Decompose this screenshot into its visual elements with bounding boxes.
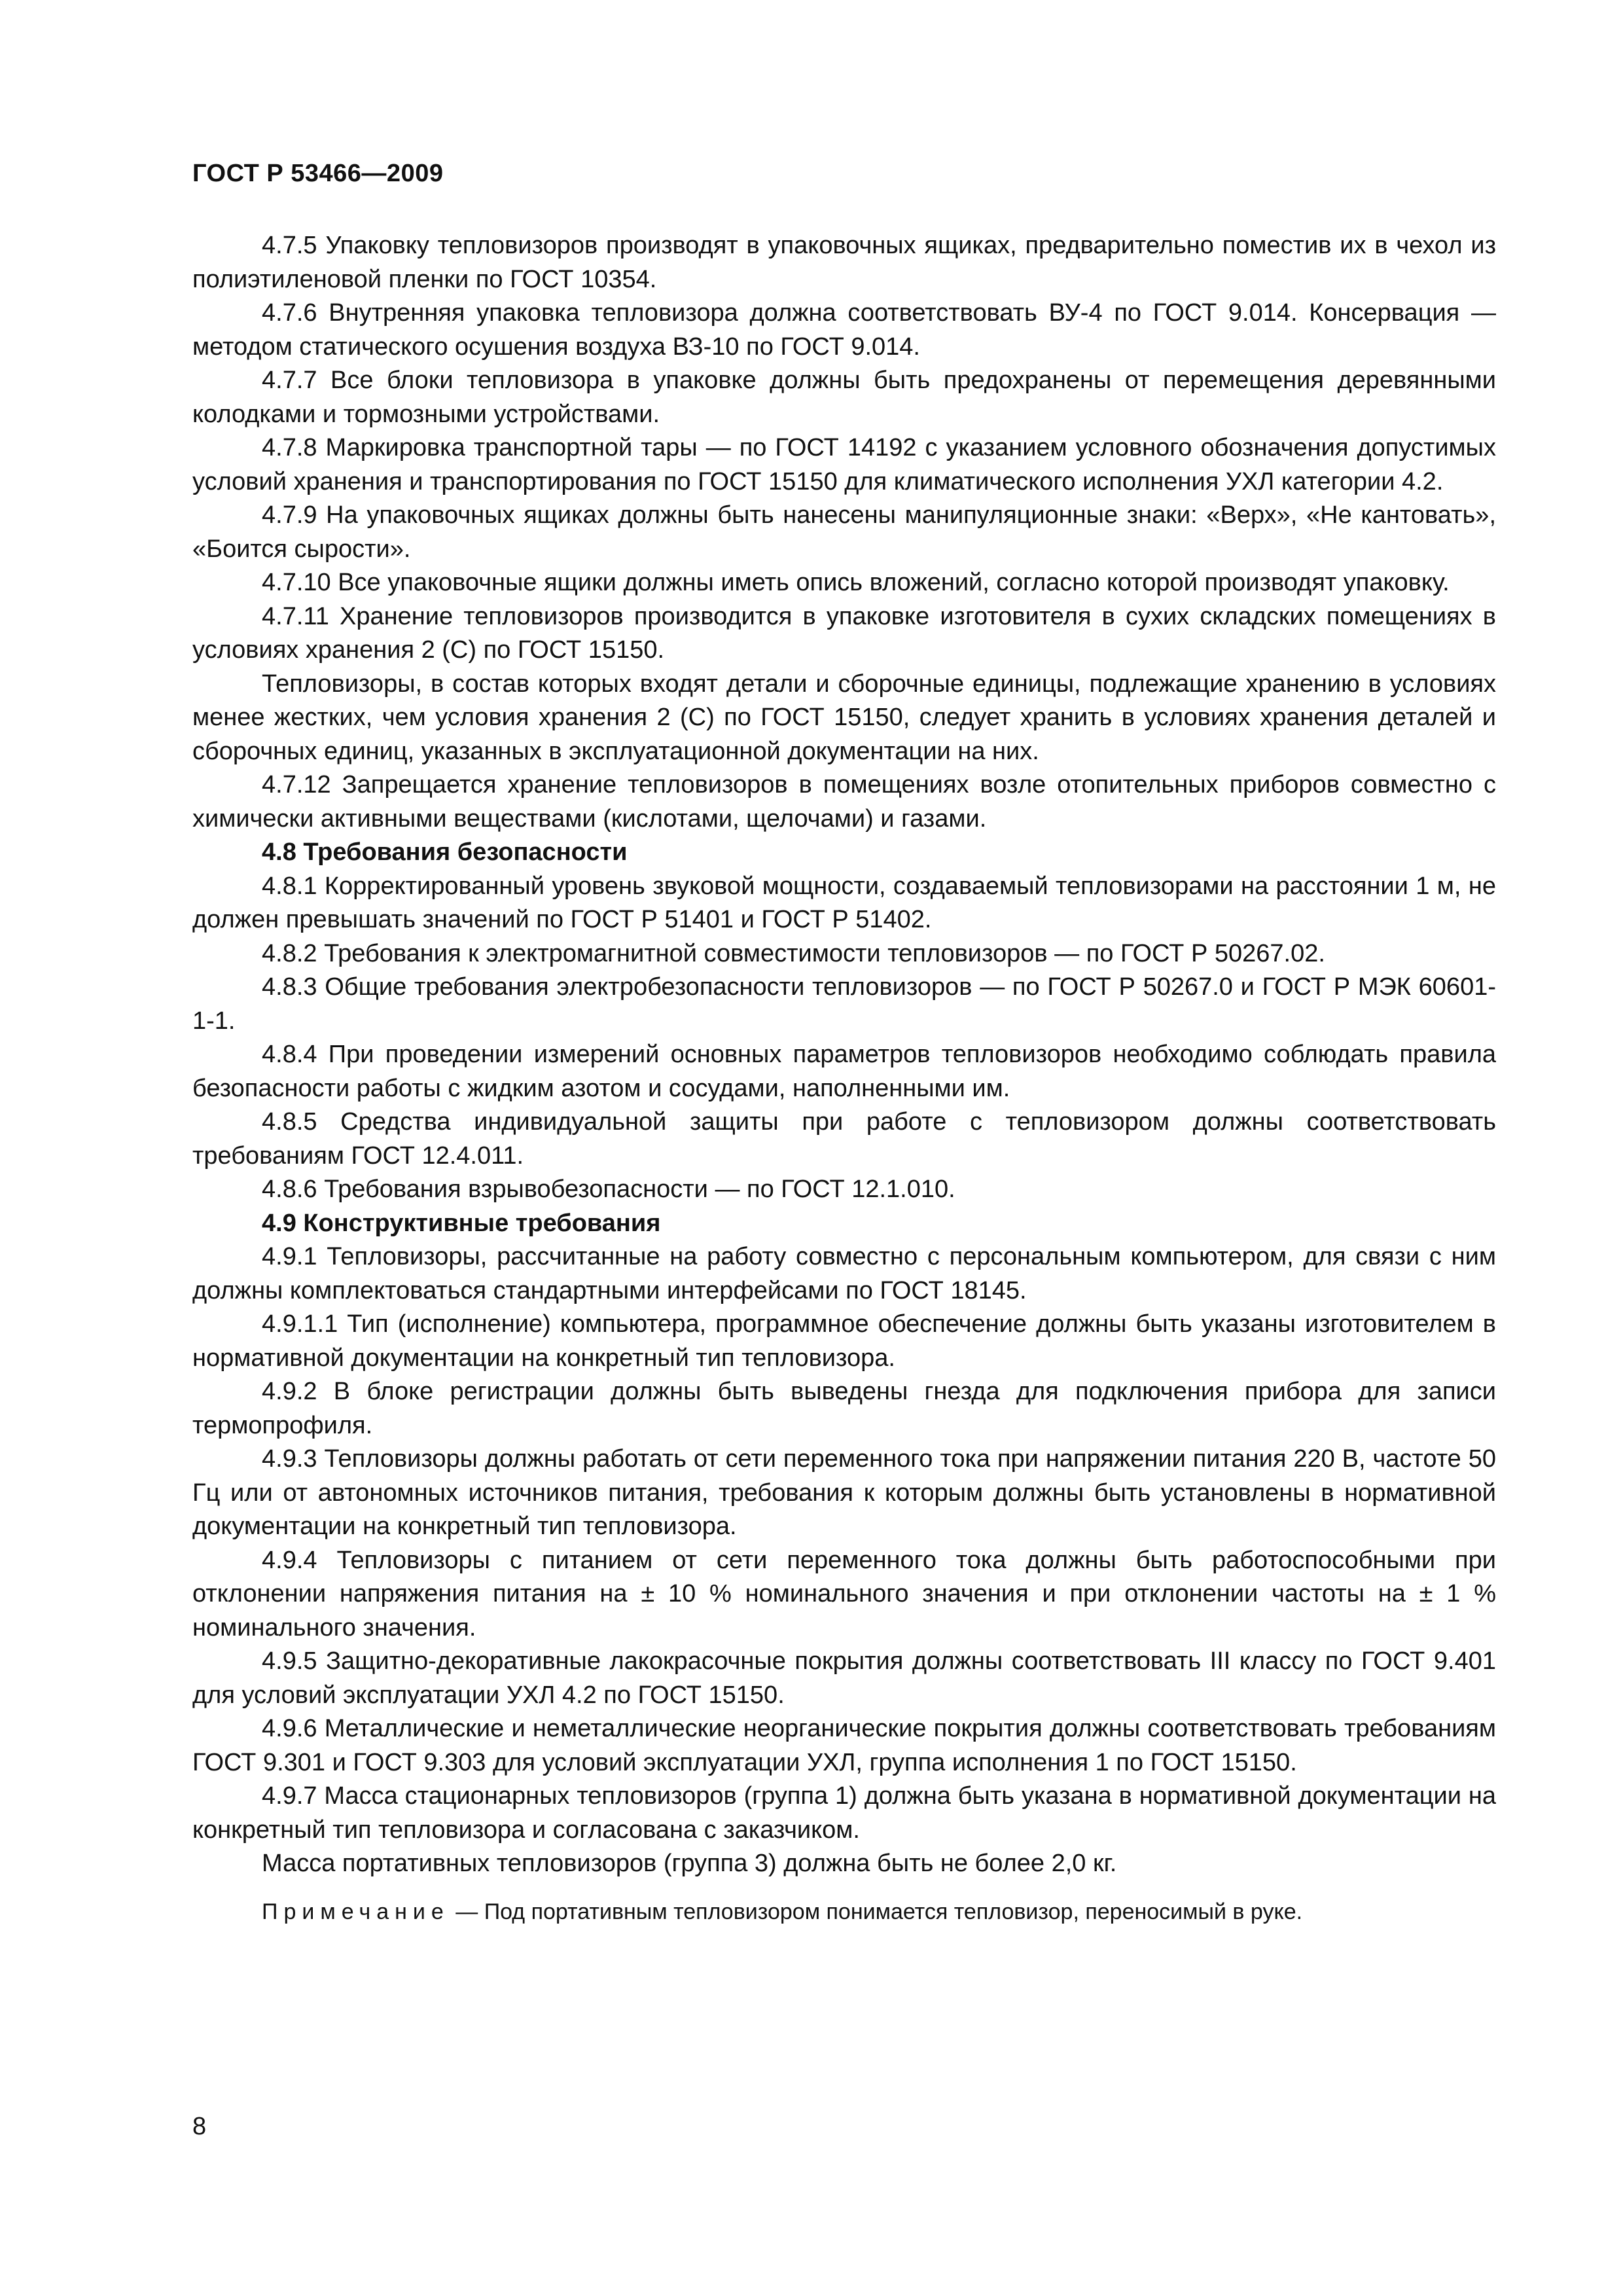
- paragraph-4-7-9: 4.7.9 На упаковочных ящиках должны быть нанесены манипуляционные знаки: «Верх», «Не кантовать», «Боится сырости».: [192, 501, 1496, 563]
- paragraph-4-9-6: 4.9.6 Металлические и неметаллические неорганические покрытия должны соответствовать требованиям ГОСТ 9.301 и ГОСТ 9.303 для условий эксплуатации УХЛ, группа исполнения 1 по ГОСТ 15150.: [192, 1715, 1496, 1776]
- paragraph-4-7-7: 4.7.7 Все блоки тепловизора в упаковке должны быть предохранены от перемещения деревянными колодками и тормозными устройствами.: [192, 367, 1496, 428]
- paragraph-4-9-4: 4.9.4 Тепловизоры с питанием от сети переменного тока должны быть работоспособными при отклонении напряжения питания на ± 10 % номинального значения и при отклонении частоты на ± 1 % номинального значения.: [192, 1546, 1496, 1641]
- section-heading-4-9: 4.9 Конструктивные требования: [262, 1209, 661, 1237]
- paragraph-4-7-8: 4.7.8 Маркировка транспортной тары — по ГОСТ 14192 с указанием условного обозначения допустимых условий хранения и транспортирования по ГОСТ 15150 для климатического исполнения УХЛ категории 4.2.: [192, 434, 1496, 495]
- paragraph-4-8-5: 4.8.5 Средства индивидуальной защиты при работе с тепловизором должны соответствовать требованиям ГОСТ 12.4.011.: [192, 1108, 1496, 1170]
- page-number: 8: [192, 2113, 207, 2140]
- paragraph-4-9-7: 4.9.7 Масса стационарных тепловизоров (группа 1) должна быть указана в нормативной документации на конкретный тип тепловизора и согласована с заказчиком.: [192, 1782, 1496, 1844]
- paragraph-4-9-2: 4.9.2 В блоке регистрации должны быть выведены гнезда для подключения прибора для записи термопрофиля.: [192, 1378, 1496, 1439]
- paragraph-4-7-11: 4.7.11 Хранение тепловизоров производится в упаковке изготовителя в сухих складских помещениях в условиях хранения 2 (С) по ГОСТ 15150.: [192, 602, 1496, 664]
- paragraph-4-7-10: 4.7.10 Все упаковочные ящики должны иметь опись вложений, согласно которой производят упаковку.: [262, 569, 1450, 596]
- paragraph-4-8-4: 4.8.4 При проведении измерений основных параметров тепловизоров необходимо соблюдать правила безопасности работы с жидким азотом и сосудами, наполненными им.: [192, 1041, 1496, 1102]
- note: [192, 1895, 1496, 1929]
- paragraph-4-9-1-1: 4.9.1.1 Тип (исполнение) компьютера, программное обеспечение должны быть указаны изготовителем в нормативной документации на конкретный тип тепловизора.: [192, 1310, 1496, 1372]
- paragraph-4-9-3: 4.9.3 Тепловизоры должны работать от сети переменного тока при напряжении питания 220 В, частоте 50 Гц или от автономных источников питания, требования к которым должны быть установлены в нормативной документации на конкретный тип тепловизора.: [192, 1445, 1496, 1540]
- paragraph-4-9-5: 4.9.5 Защитно-декоративные лакокрасочные покрытия должны соответствовать III классу по ГОСТ 9.401 для условий эксплуатации УХЛ 4.2 по ГОСТ 15150.: [192, 1647, 1496, 1709]
- document-header: ГОСТ Р 53466—2009: [192, 160, 444, 187]
- paragraph-4-7-5: 4.7.5 Упаковку тепловизоров производят в упаковочных ящиках, предварительно поместив их в чехол из полиэтиленовой пленки по ГОСТ 10354.: [192, 232, 1496, 293]
- document-body: [192, 229, 1496, 1929]
- section-heading-4-8: 4.8 Требования безопасности: [262, 838, 628, 866]
- paragraph-4-9-7-mass: Масса портативных тепловизоров (группа 3) должна быть не более 2,0 кг.: [262, 1850, 1117, 1877]
- paragraph-4-8-3: 4.8.3 Общие требования электробезопасности тепловизоров — по ГОСТ Р 50267.0 и ГОСТ Р МЭК 60601-1-1.: [192, 973, 1496, 1035]
- note-label: Примечание: [262, 1899, 450, 1924]
- paragraph-4-7-11-cont: Тепловизоры, в состав которых входят детали и сборочные единицы, подлежащие хранению в условиях менее жестких, чем условия хранения 2 (С) по ГОСТ 15150, следует хранить в условиях хранения деталей и сборочных единиц, указанных в эксплуатационной документации на них.: [192, 670, 1496, 765]
- paragraph-4-7-12: 4.7.12 Запрещается хранение тепловизоров в помещениях возле отопительных приборов совместно с химически активными веществами (кислотами, щелочами) и газами.: [192, 771, 1496, 833]
- paragraph-4-8-2: 4.8.2 Требования к электромагнитной совместимости тепловизоров — по ГОСТ Р 50267.02.: [262, 939, 1325, 967]
- paragraph-4-9-1: 4.9.1 Тепловизоры, рассчитанные на работу совместно с персональным компьютером, для связи с ним должны комплектоваться стандартными интерфейсами по ГОСТ 18145.: [192, 1243, 1496, 1304]
- paragraph-4-8-1: 4.8.1 Корректированный уровень звуковой мощности, создаваемый тепловизорами на расстоянии 1 м, не должен превышать значений по ГОСТ Р 51401 и ГОСТ Р 51402.: [192, 872, 1496, 933]
- paragraph-4-7-6: 4.7.6 Внутренняя упаковка тепловизора должна соответствовать ВУ-4 по ГОСТ 9.014. Консервация — методом статического осушения воздуха ВЗ-10 по ГОСТ 9.014.: [192, 299, 1496, 361]
- note-text: — Под портативным тепловизором понимается тепловизор, переносимый в руке.: [449, 1899, 1303, 1924]
- paragraph-4-8-6: 4.8.6 Требования взрывобезопасности — по ГОСТ 12.1.010.: [262, 1175, 955, 1203]
